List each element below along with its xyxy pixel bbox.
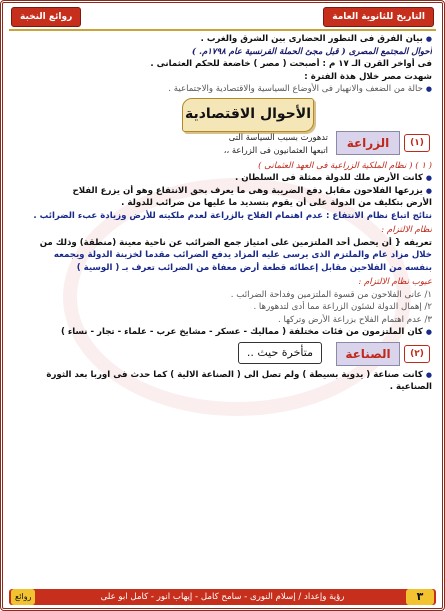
period-line: شهدت مصر خلال هذة الفترة : [304,71,432,82]
defect-3: ٣/ عدم اهتمام الفلاح بزراعة الأرض وتركها . [278,314,432,325]
defect-1: ١/ عانى الفلاحون من قسوة الملتزمين وفداحة الضرائب . [230,289,432,300]
header-subject-tag: التاريخ للثانوية العامة [323,7,434,27]
defects-heading: عيوب نظام الالتزام : [358,277,432,287]
footer-series-tag: روائع [11,589,35,605]
multazim-classes-line: ● كان الملتزمون من فئات مختلفة ( مماليك - عسكر - مشايخ عرب - علماء - تجار - نساء ) [17,326,432,339]
usufruct-line: ● يزرعها الفلاحون مقابل دفع الضريبة وهى ما يعرف بحق الانتفاع وهو أن يزرع الفلاح [17,185,432,198]
agriculture-label: الزراعة [336,131,400,155]
agriculture-number: (١) [404,134,430,152]
main-content [17,33,432,394]
economy-section-banner [17,96,432,160]
iltizam-heading: نظام الالتزام : [381,225,432,235]
usufruct-explanation: الأرض بتكليف من الدولة على أن يقوم بتسديد ما عليها من ضرائب للدولة . [121,198,432,208]
agriculture-note-2: اتبعها العثمانيون فى الزراعة ،، [223,144,328,155]
land-system-heading: ( ١ ) ( نظام الملكية الزراعية فى العهد العثمانى ) [258,160,432,171]
agriculture-note-1: تدهورت بسبب السياسة التى [228,131,328,142]
iltizam-definition-3: بنفسه من الفلاحين مقابل إعطائه قطعة أرض معفاة من الضرائب تعرف بـ ( الوسية ) [76,262,432,273]
handwritten-heading: أحوال المجتمع المصرى ( قبل مجئ الحملة الفرنسية عام ١٧٩٨م. ) [191,46,432,57]
header-series-tag: روائع النخبة [11,7,81,27]
iltizam-definition-2: خلال مزاد عام والملتزم الذى يرسى عليه المزاد يدفع الضرائب مقدما لخزينة الدولة ويجمعه [53,250,432,260]
ottoman-rule-line: فى أواخر القرن الـ ١٧ م : أصبحت ( مصر ) خاضعة للحكم العثمانى . [150,59,432,69]
industry-handnote: متأخرة حيث .. [238,342,322,364]
industry-line-2: الصناعية . [389,382,432,392]
header-divider [9,29,436,31]
defect-2: ٢/ إهمال الدولة لشئون الزراعة مما أدى لتدهورها . [253,302,432,312]
iltizam-definition-1: تعريفه { أن يحصل أحد الملتزمين على امتياز جمع الضرائب عن ناحية معينة (منطقة) وذلك من [39,237,432,248]
intro-line: ● بيان الفرق فى التطور الحضارى بين الشرق والغرب . [17,33,432,46]
usufruct-results: نتائج اتباع نظام الانتفاع : عدم اهتمام الفلاح بالزراعة لعدم ملكيته للأرض وزيادة عبء الضرائب . [33,210,432,221]
industry-section-banner [17,339,432,369]
land-owner-line: ● كانت الأرض ملك للدولة ممثلة فى السلطان . [17,172,432,185]
industry-number: (٢) [404,345,430,363]
decline-line: ● حالة من الضعف والانهيار فى الأوضاع السياسية والاقتصادية والاجتماعية . [17,83,432,96]
industry-line-1: ● كانت صناعة ( يدوية بسيطة ) ولم تصل الى ( الصناعة الالية ) كما حدث فى اوربا بعد الثورة [17,369,432,382]
page-number: ٣ [406,589,434,605]
section-title-scroll: الأحوال الاقتصادية [182,98,314,132]
industry-label: الصناعة [336,342,400,366]
footer-credits: رؤية وإعداد / إسلام النورى - سامح كامل - إيهاب انور - كامل ابو على [9,589,436,605]
